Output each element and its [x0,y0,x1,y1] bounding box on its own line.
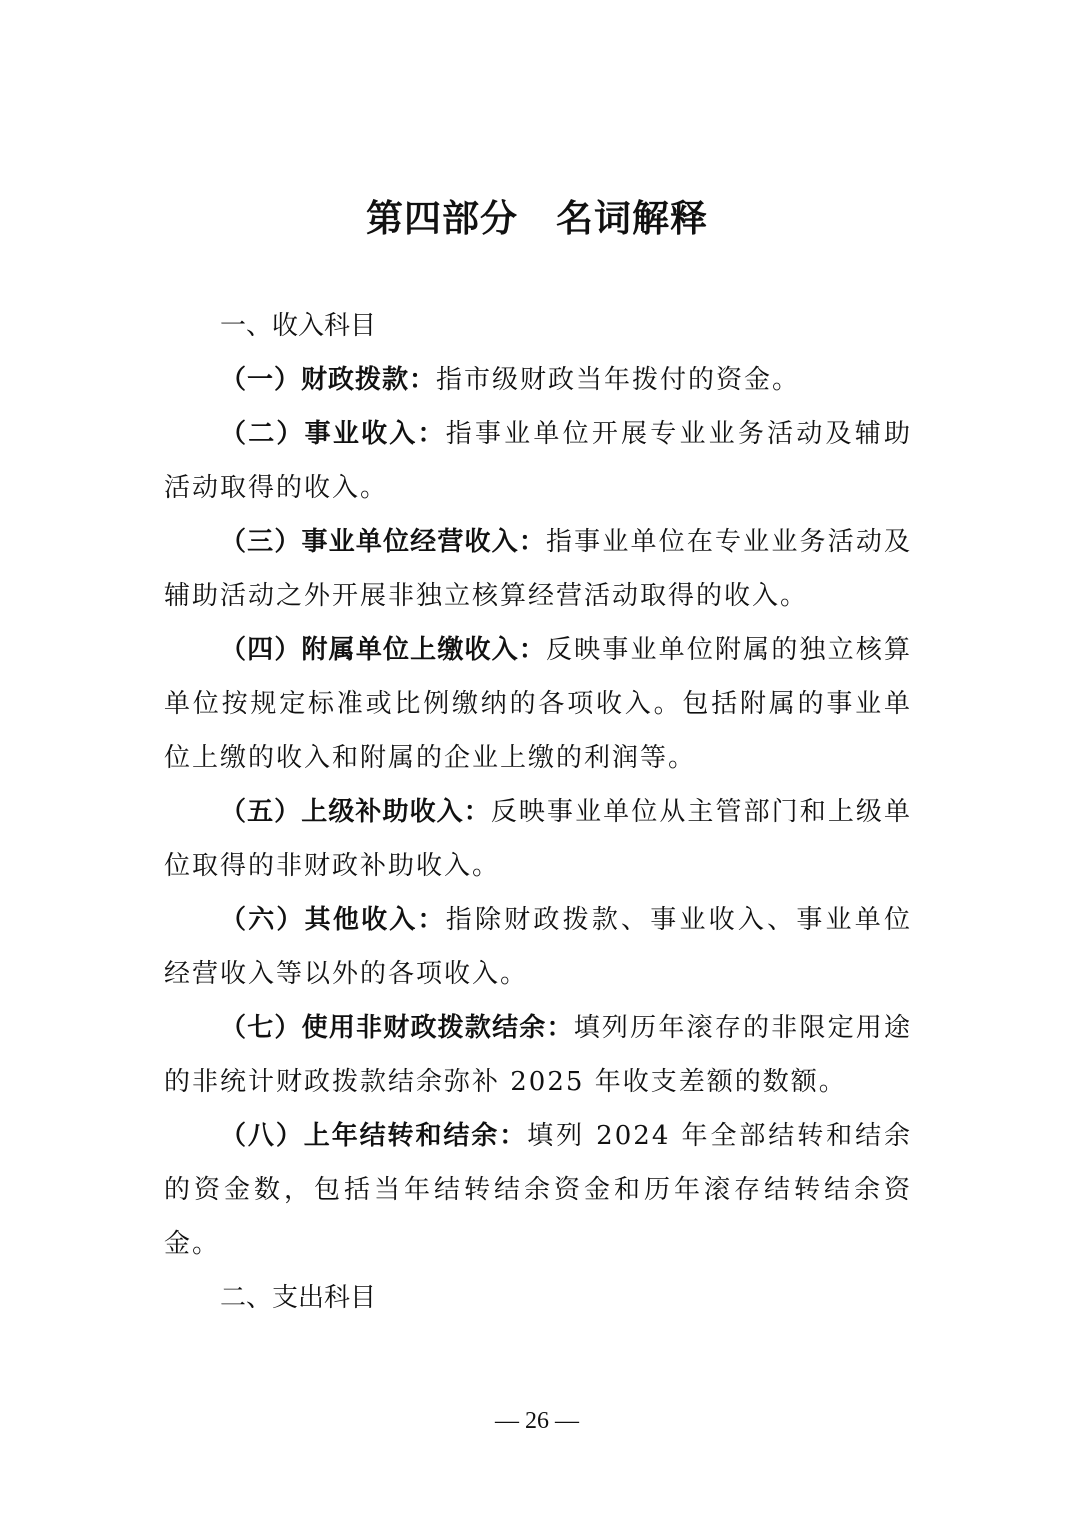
definition-text: 反映事业单位从主管部门和上级单位取得的非财政补助收入。 [164,797,912,881]
definition-text: 填列历年滚存的非限定用途的非统计财政拨款结余弥补 2025 年收支差额的数额。 [164,1013,912,1097]
definition-term: （四）附属单位上缴收入： [220,635,546,665]
definition-term: （一）财政拨款： [220,365,437,395]
definition-item [164,623,912,785]
definition-term: （三）事业单位经营收入： [220,527,546,557]
definition-item [164,1109,912,1271]
definition-term: （七）使用非财政拨款结余： [220,1013,574,1043]
definition-term: （六）其他收入： [220,905,446,935]
definition-term: （二）事业收入： [220,419,446,449]
section-heading-expenditure: 二、支出科目 [220,1283,377,1313]
document-body [164,299,912,1325]
definition-item [164,515,912,623]
definition-text: 指事业单位开展专业业务活动及辅助活动取得的收入。 [164,419,912,503]
page-title: 第四部分 名词解释 [366,197,708,240]
definition-item [164,353,912,407]
section-heading-income: 一、收入科目 [220,311,377,341]
definition-text: 反映事业单位附属的独立核算单位按规定标准或比例缴纳的各项收入。包括附属的事业单位上缴的收入和附属的企业上缴的利润等。 [164,635,912,773]
definition-text: 指事业单位在专业业务活动及辅助活动之外开展非独立核算经营活动取得的收入。 [164,527,912,611]
definition-term: （八）上年结转和结余： [220,1121,528,1151]
definition-text: 指市级财政当年拨付的资金。 [436,365,801,395]
definition-item [164,407,912,515]
definition-item [164,1001,912,1109]
definition-text: 指除财政拨款、事业收入、事业单位经营收入等以外的各项收入。 [164,905,912,989]
page-number: — 26 — [495,1408,579,1434]
definition-term: （五）上级补助收入： [220,797,491,827]
definition-item [164,893,912,1001]
definition-text: 填列 2024 年全部结转和结余的资金数，包括当年结转结余资金和历年滚存结转结余资金。 [164,1121,912,1259]
definition-item [164,785,912,893]
